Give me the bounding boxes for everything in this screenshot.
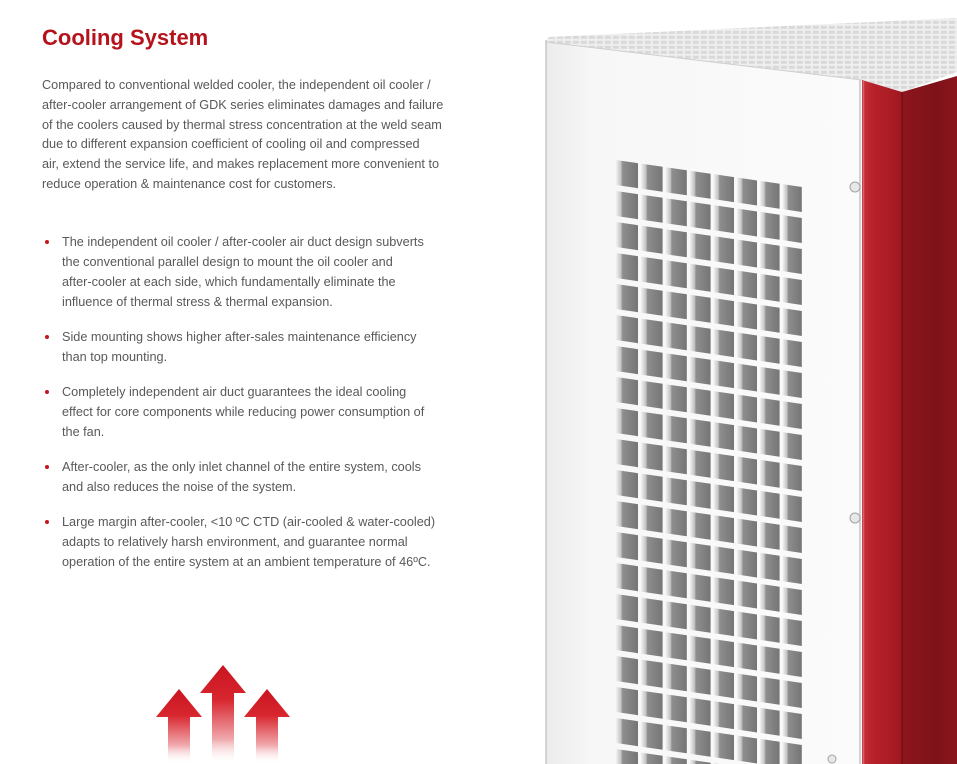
vent-slot: [690, 357, 711, 385]
vent-slot: [641, 257, 663, 285]
vent-slot: [760, 212, 780, 240]
vent-slot: [714, 732, 734, 760]
vent-slot: [616, 160, 638, 188]
vent-slot: [714, 360, 734, 388]
vent-slot: [616, 346, 638, 374]
vent-slot: [760, 553, 780, 581]
vent-slot: [783, 556, 802, 584]
vent-slot: [641, 660, 663, 688]
vent-slot: [616, 687, 638, 715]
vent-slot: [641, 443, 663, 471]
list-item-line: Completely independent air duct guarantees the ideal cooling: [62, 385, 407, 399]
vent-slot: [760, 584, 780, 612]
vent-slot: [737, 209, 757, 237]
list-item-line: influence of thermal stress & thermal expansion.: [62, 295, 333, 309]
vent-slot: [760, 708, 780, 736]
vent-slot: [666, 601, 687, 629]
airflow-arrows: [150, 655, 300, 764]
vent-slot: [641, 474, 663, 502]
vent-slot: [714, 422, 734, 450]
vent-slot: [760, 429, 780, 457]
vent-slot: [714, 546, 734, 574]
vent-slot: [714, 391, 734, 419]
vent-slot: [641, 505, 663, 533]
vent-slot: [760, 646, 780, 674]
vent-slot: [714, 453, 734, 481]
bullet-dot-icon: [45, 335, 49, 339]
vent-slot: [616, 501, 638, 529]
vent-slot: [760, 181, 780, 209]
vent-slot: [690, 698, 711, 726]
list-item: [42, 512, 435, 572]
vent-slot: [783, 711, 802, 739]
list-item: [42, 232, 435, 312]
vent-slot: [666, 725, 687, 753]
vent-slot: [666, 291, 687, 319]
vent-slot: [760, 677, 780, 705]
bullet-dot-icon: [45, 240, 49, 244]
vent-slot: [737, 488, 757, 516]
vent-slot: [783, 432, 802, 460]
vent-slot: [737, 643, 757, 671]
vent-slot: [690, 667, 711, 695]
vent-slot: [737, 333, 757, 361]
vent-slot: [641, 195, 663, 223]
list-item-line: Large margin after-cooler, <10 ºC CTD (air-cooled & water-cooled): [62, 515, 436, 529]
vent-slot: [737, 705, 757, 733]
vent-slot: [641, 598, 663, 626]
vent-slot: [737, 271, 757, 299]
vent-slot: [714, 329, 734, 357]
vent-slot: [783, 463, 802, 491]
vent-slot: [666, 446, 687, 474]
vent-slot: [690, 636, 711, 664]
vent-slot: [690, 233, 711, 261]
vent-slot: [616, 594, 638, 622]
vent-slot: [616, 470, 638, 498]
vent-slot: [690, 388, 711, 416]
bullet-dot-icon: [45, 390, 49, 394]
vent-slot: [760, 739, 780, 764]
vent-slot: [783, 246, 802, 274]
vent-slot: [666, 167, 687, 195]
intro-line: due to different expansion coefficient of cooling oil and compressed: [42, 137, 420, 152]
vent-slot: [737, 612, 757, 640]
list-item-line: effect for core components while reducing power consumption of: [62, 405, 425, 419]
bullet-dot-icon: [45, 465, 49, 469]
vent-slot: [616, 532, 638, 560]
vent-slot: [783, 525, 802, 553]
vent-slot: [714, 267, 734, 295]
vent-slot: [737, 581, 757, 609]
list-item: [42, 457, 435, 497]
vent-slot: [737, 302, 757, 330]
intro-line: air, extend the service life, and makes replacement more convenient to: [42, 157, 440, 172]
vent-slot: [760, 522, 780, 550]
vent-slot: [760, 398, 780, 426]
vent-slot: [783, 587, 802, 615]
vent-slot: [666, 322, 687, 350]
page-title: Cooling System: [42, 25, 209, 50]
vent-slot: [690, 326, 711, 354]
vent-slot: [690, 481, 711, 509]
list-item-line: operation of the entire system at an ambient temperature of 46ºC.: [62, 555, 431, 569]
list-item: [42, 327, 435, 367]
vent-slot: [641, 629, 663, 657]
vent-slot: [641, 226, 663, 254]
vent-slot: [760, 491, 780, 519]
vent-slot: [760, 243, 780, 271]
list-item-line: after-cooler at each side, which fundamentally eliminate the: [62, 275, 396, 289]
list-item-line: than top mounting.: [62, 350, 168, 364]
vent-slot: [641, 288, 663, 316]
red-side-panel: [862, 80, 902, 764]
vent-slot: [783, 494, 802, 522]
bolt-icon: [828, 755, 836, 763]
vent-slot: [690, 729, 711, 757]
bolt-icon: [850, 513, 860, 523]
arrow-up-icon: [244, 689, 290, 764]
vent-slot: [690, 264, 711, 292]
vent-slot: [690, 574, 711, 602]
vent-slot: [616, 284, 638, 312]
vent-slot: [737, 364, 757, 392]
vent-slot: [690, 202, 711, 230]
vent-slot: [666, 508, 687, 536]
vent-slot: [641, 381, 663, 409]
vent-slot: [666, 260, 687, 288]
vent-slot: [616, 315, 638, 343]
arrow-up-icon: [156, 689, 202, 764]
vent-slot: [666, 415, 687, 443]
list-item: [42, 382, 435, 442]
vent-slot: [737, 395, 757, 423]
intro-line: Compared to conventional welded cooler, the independent oil cooler /: [42, 78, 431, 92]
list-item-line: the fan.: [62, 425, 105, 439]
vent-slot: [641, 164, 663, 192]
vent-slot: [760, 274, 780, 302]
vent-slot: [714, 701, 734, 729]
feature-list: [42, 232, 435, 587]
vent-slot: [616, 191, 638, 219]
vent-slot: [616, 563, 638, 591]
vent-slot: [666, 694, 687, 722]
vent-slot: [737, 550, 757, 578]
vent-slot: [760, 336, 780, 364]
vent-slot: [616, 439, 638, 467]
vent-slot: [783, 277, 802, 305]
vent-slot: [783, 742, 802, 764]
vent-slot: [737, 240, 757, 268]
list-item-line: the conventional parallel design to mount the oil cooler and: [62, 255, 393, 269]
vent-slot: [737, 178, 757, 206]
vent-slot: [666, 539, 687, 567]
vent-slot: [783, 215, 802, 243]
list-item-line: The independent oil cooler / after-cooler air duct design subverts: [62, 235, 424, 249]
list-item-line: After-cooler, as the only inlet channel of the entire system, cools: [62, 460, 421, 474]
vent-slot: [641, 722, 663, 750]
bullet-dot-icon: [45, 520, 49, 524]
list-item-line: adapts to relatively harsh environment, and guarantee normal: [62, 535, 408, 549]
vent-slot: [783, 649, 802, 677]
vent-slot: [737, 519, 757, 547]
vent-slot: [690, 171, 711, 199]
vent-slot: [666, 384, 687, 412]
vent-slot: [714, 639, 734, 667]
vent-slot: [737, 674, 757, 702]
list-item-line: and also reduces the noise of the system.: [62, 480, 297, 494]
list-item-line: Side mounting shows higher after-sales maintenance efficiency: [62, 330, 417, 344]
vent-slot: [690, 419, 711, 447]
vent-slot: [783, 680, 802, 708]
vent-slot: [616, 625, 638, 653]
vent-slot: [690, 450, 711, 478]
bolt-icon: [850, 182, 860, 192]
red-side-panel-dark: [902, 76, 957, 764]
vent-slot: [714, 608, 734, 636]
vent-slot: [666, 229, 687, 257]
vent-slot: [714, 205, 734, 233]
vent-slot: [760, 615, 780, 643]
vent-slot: [714, 174, 734, 202]
vent-slot: [666, 570, 687, 598]
vent-slot: [641, 412, 663, 440]
vent-slot: [737, 426, 757, 454]
vent-slot: [714, 515, 734, 543]
vent-slot: [666, 353, 687, 381]
vent-slot: [616, 253, 638, 281]
intro-line: after-cooler arrangement of GDK series eliminates damages and failure: [42, 97, 444, 112]
vent-slot: [690, 512, 711, 540]
vent-slot: [714, 298, 734, 326]
vent-slot: [760, 305, 780, 333]
vent-slot: [616, 656, 638, 684]
vent-slot: [690, 295, 711, 323]
vent-slot: [666, 477, 687, 505]
vent-slot: [616, 718, 638, 746]
vent-slot: [783, 184, 802, 212]
vent-slot: [666, 198, 687, 226]
vent-slot: [760, 460, 780, 488]
vent-slot: [641, 536, 663, 564]
vent-slot: [690, 543, 711, 571]
vent-slot: [783, 370, 802, 398]
intro-line: of the coolers caused by thermal stress concentration at the weld seam: [42, 117, 442, 132]
vent-slot: [641, 350, 663, 378]
vent-slot: [783, 339, 802, 367]
arrow-up-icon: [200, 665, 246, 764]
vent-slot: [714, 236, 734, 264]
vent-slot: [760, 367, 780, 395]
vent-slot: [641, 567, 663, 595]
vent-slot: [714, 577, 734, 605]
vent-slot: [616, 222, 638, 250]
vent-slot: [737, 736, 757, 764]
product-image: [540, 0, 957, 764]
vent-slot: [641, 319, 663, 347]
vent-slot: [616, 408, 638, 436]
vent-slot: [714, 670, 734, 698]
vent-slot: [783, 618, 802, 646]
vent-slot: [690, 605, 711, 633]
vent-slot: [666, 663, 687, 691]
vent-slot: [714, 484, 734, 512]
vent-slot: [666, 632, 687, 660]
vent-slot: [737, 457, 757, 485]
vent-slot: [641, 691, 663, 719]
vent-slot: [783, 308, 802, 336]
vent-slot: [783, 401, 802, 429]
intro-line: reduce operation & maintenance cost for customers.: [42, 176, 337, 191]
vent-slot: [616, 377, 638, 405]
intro-paragraph: [42, 76, 443, 195]
